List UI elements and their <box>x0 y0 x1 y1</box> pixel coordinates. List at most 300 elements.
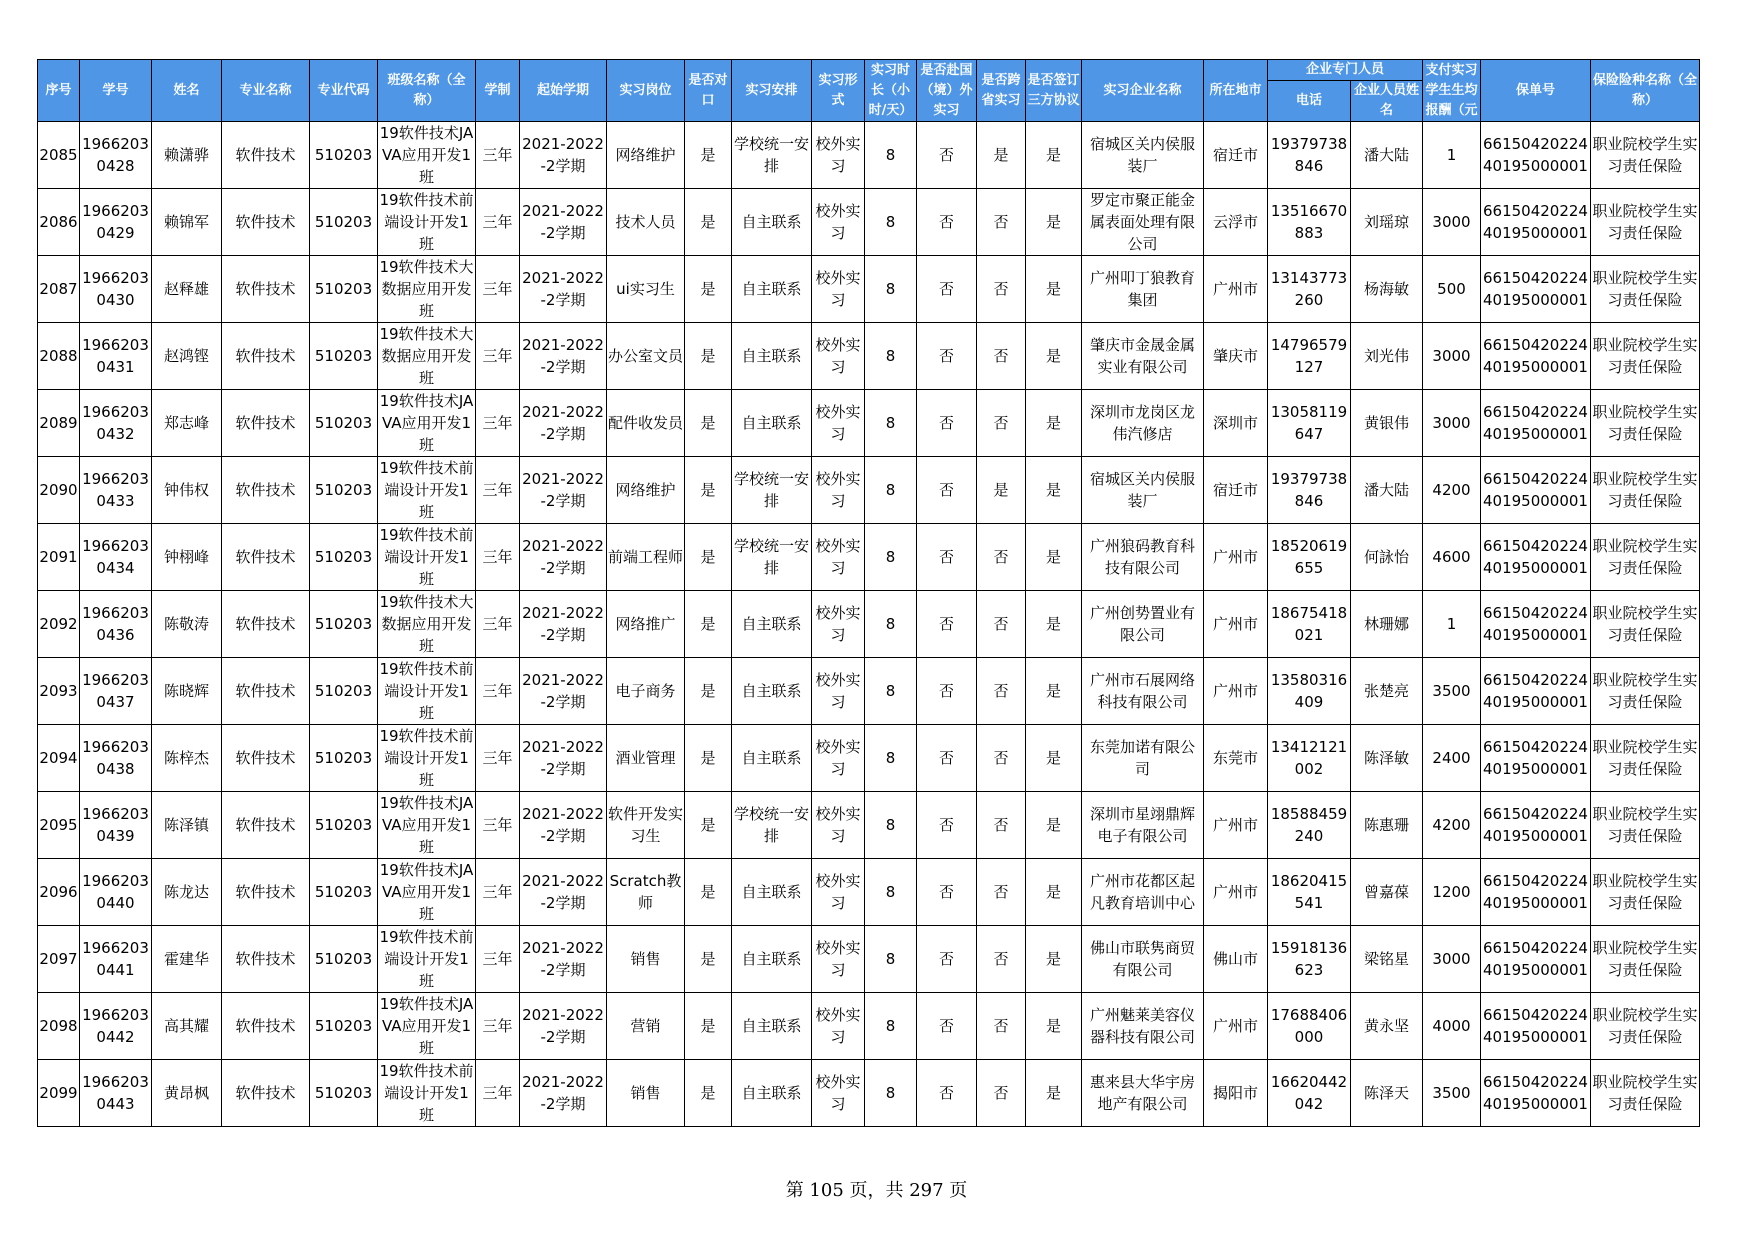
cell-arrangement: 自主联系 <box>732 658 812 725</box>
cell-post: 配件收发员 <box>607 390 685 457</box>
cell-duration: 三年 <box>476 457 520 524</box>
cell-name: 钟栩峰 <box>152 524 222 591</box>
cell-arrangement: 自主联系 <box>732 323 812 390</box>
cell-city: 宿迁市 <box>1204 122 1268 189</box>
cell-abroad: 否 <box>917 1060 977 1127</box>
header-name: 姓名 <box>152 60 222 122</box>
cell-student-id: 19662030438 <box>80 725 152 792</box>
cell-insurance: 职业院校学生实习责任保险 <box>1591 725 1700 792</box>
cell-post: 办公室文员 <box>607 323 685 390</box>
table-row <box>38 792 1700 859</box>
cell-duration: 三年 <box>476 725 520 792</box>
cell-seq: 2088 <box>38 323 80 390</box>
cell-student-id: 19662030429 <box>80 189 152 256</box>
cell-duration: 三年 <box>476 993 520 1060</box>
cell-major-code: 510203 <box>310 256 378 323</box>
cell-abroad: 否 <box>917 256 977 323</box>
cell-duration: 三年 <box>476 591 520 658</box>
header-matched: 是否对口 <box>685 60 732 122</box>
cell-insurance: 职业院校学生实习责任保险 <box>1591 993 1700 1060</box>
table-row <box>38 993 1700 1060</box>
cell-phone: 14796579127 <box>1268 323 1351 390</box>
table-row <box>38 457 1700 524</box>
cell-duration: 三年 <box>476 323 520 390</box>
cell-company: 广州市花都区起凡教育培训中心 <box>1082 859 1204 926</box>
cell-form: 校外实习 <box>812 390 865 457</box>
cell-city: 云浮市 <box>1204 189 1268 256</box>
cell-form: 校外实习 <box>812 323 865 390</box>
table-row <box>38 524 1700 591</box>
cell-post: 软件开发实习生 <box>607 792 685 859</box>
cell-major-code: 510203 <box>310 591 378 658</box>
cell-matched: 是 <box>685 323 732 390</box>
cell-matched: 是 <box>685 189 732 256</box>
cell-tripartite: 是 <box>1026 323 1082 390</box>
cell-cross-province: 否 <box>977 859 1026 926</box>
header-city: 所在地市 <box>1204 60 1268 122</box>
cell-insurance: 职业院校学生实习责任保险 <box>1591 256 1700 323</box>
cell-arrangement: 自主联系 <box>732 256 812 323</box>
cell-insurance: 职业院校学生实习责任保险 <box>1591 926 1700 993</box>
cell-policy-no: 6615042022440195000001 <box>1481 591 1591 658</box>
cell-student-id: 19662030441 <box>80 926 152 993</box>
cell-contact-name: 林珊娜 <box>1351 591 1423 658</box>
cell-hours: 8 <box>865 658 917 725</box>
cell-major: 软件技术 <box>222 591 310 658</box>
cell-city: 广州市 <box>1204 859 1268 926</box>
cell-name: 陈敬涛 <box>152 591 222 658</box>
cell-tripartite: 是 <box>1026 122 1082 189</box>
header-pay: 支付实习学生生均报酬（元 <box>1423 60 1481 122</box>
header-row-top <box>38 60 1700 81</box>
cell-city: 广州市 <box>1204 658 1268 725</box>
cell-hours: 8 <box>865 1060 917 1127</box>
cell-abroad: 否 <box>917 859 977 926</box>
cell-city: 肇庆市 <box>1204 323 1268 390</box>
cell-matched: 是 <box>685 725 732 792</box>
cell-hours: 8 <box>865 189 917 256</box>
cell-form: 校外实习 <box>812 926 865 993</box>
cell-seq: 2086 <box>38 189 80 256</box>
cell-city: 宿迁市 <box>1204 457 1268 524</box>
cell-insurance: 职业院校学生实习责任保险 <box>1591 457 1700 524</box>
cell-hours: 8 <box>865 993 917 1060</box>
cell-pay: 4200 <box>1423 457 1481 524</box>
cell-tripartite: 是 <box>1026 658 1082 725</box>
header-post: 实习岗位 <box>607 60 685 122</box>
cell-post: Scratch教师 <box>607 859 685 926</box>
cell-phone: 18620415541 <box>1268 859 1351 926</box>
header-duration: 学制 <box>476 60 520 122</box>
cell-student-id: 19662030442 <box>80 993 152 1060</box>
cell-policy-no: 6615042022440195000001 <box>1481 524 1591 591</box>
cell-city: 东莞市 <box>1204 725 1268 792</box>
cell-post: 网络维护 <box>607 457 685 524</box>
cell-arrangement: 自主联系 <box>732 591 812 658</box>
cell-start-term: 2021-2022-2学期 <box>520 457 607 524</box>
cell-name: 赵鸿铿 <box>152 323 222 390</box>
cell-contact-name: 何詠怡 <box>1351 524 1423 591</box>
cell-matched: 是 <box>685 658 732 725</box>
cell-start-term: 2021-2022-2学期 <box>520 524 607 591</box>
cell-city: 深圳市 <box>1204 390 1268 457</box>
cell-duration: 三年 <box>476 658 520 725</box>
cell-cross-province: 否 <box>977 658 1026 725</box>
cell-matched: 是 <box>685 1060 732 1127</box>
cell-seq: 2089 <box>38 390 80 457</box>
cell-arrangement: 自主联系 <box>732 189 812 256</box>
cell-pay: 1 <box>1423 122 1481 189</box>
cell-student-id: 19662030431 <box>80 323 152 390</box>
cell-student-id: 19662030439 <box>80 792 152 859</box>
cell-major: 软件技术 <box>222 926 310 993</box>
table-row <box>38 256 1700 323</box>
cell-contact-name: 潘大陆 <box>1351 457 1423 524</box>
cell-tripartite: 是 <box>1026 859 1082 926</box>
cell-form: 校外实习 <box>812 189 865 256</box>
cell-form: 校外实习 <box>812 457 865 524</box>
cell-major-code: 510203 <box>310 1060 378 1127</box>
internship-table <box>37 59 1700 1127</box>
cell-cross-province: 否 <box>977 792 1026 859</box>
cell-class-name: 19软件技术前端设计开发1班 <box>378 524 476 591</box>
header-cross-province: 是否跨省实习 <box>977 60 1026 122</box>
header-seq: 序号 <box>38 60 80 122</box>
cell-hours: 8 <box>865 859 917 926</box>
cell-policy-no: 6615042022440195000001 <box>1481 390 1591 457</box>
cell-policy-no: 6615042022440195000001 <box>1481 122 1591 189</box>
cell-start-term: 2021-2022-2学期 <box>520 256 607 323</box>
header-contact-name: 企业人员姓名 <box>1351 81 1423 122</box>
header-start-term: 起始学期 <box>520 60 607 122</box>
cell-major: 软件技术 <box>222 993 310 1060</box>
cell-phone: 16620442042 <box>1268 1060 1351 1127</box>
cell-policy-no: 6615042022440195000001 <box>1481 189 1591 256</box>
cell-start-term: 2021-2022-2学期 <box>520 792 607 859</box>
table-row <box>38 725 1700 792</box>
cell-phone: 19379738846 <box>1268 457 1351 524</box>
cell-hours: 8 <box>865 591 917 658</box>
header-student-id: 学号 <box>80 60 152 122</box>
cell-name: 高其耀 <box>152 993 222 1060</box>
cell-phone: 18588459240 <box>1268 792 1351 859</box>
cell-duration: 三年 <box>476 1060 520 1127</box>
cell-start-term: 2021-2022-2学期 <box>520 926 607 993</box>
cell-major-code: 510203 <box>310 658 378 725</box>
header-class-name: 班级名称（全称） <box>378 60 476 122</box>
cell-student-id: 19662030434 <box>80 524 152 591</box>
header-arrangement: 实习安排 <box>732 60 812 122</box>
cell-pay: 500 <box>1423 256 1481 323</box>
cell-pay: 3000 <box>1423 390 1481 457</box>
cell-class-name: 19软件技术前端设计开发1班 <box>378 1060 476 1127</box>
table-row <box>38 658 1700 725</box>
cell-class-name: 19软件技术JAVA应用开发1班 <box>378 122 476 189</box>
header-abroad: 是否赴国（境）外实习 <box>917 60 977 122</box>
cell-city: 佛山市 <box>1204 926 1268 993</box>
cell-major-code: 510203 <box>310 390 378 457</box>
cell-major-code: 510203 <box>310 189 378 256</box>
cell-city: 广州市 <box>1204 591 1268 658</box>
cell-abroad: 否 <box>917 457 977 524</box>
cell-cross-province: 是 <box>977 122 1026 189</box>
cell-company: 罗定市聚正能金属表面处理有限公司 <box>1082 189 1204 256</box>
cell-form: 校外实习 <box>812 122 865 189</box>
cell-name: 赖潇骅 <box>152 122 222 189</box>
cell-company: 广州市石展网络科技有限公司 <box>1082 658 1204 725</box>
cell-post: 前端工程师 <box>607 524 685 591</box>
cell-matched: 是 <box>685 792 732 859</box>
cell-seq: 2093 <box>38 658 80 725</box>
cell-duration: 三年 <box>476 859 520 926</box>
cell-major: 软件技术 <box>222 323 310 390</box>
cell-tripartite: 是 <box>1026 792 1082 859</box>
cell-abroad: 否 <box>917 122 977 189</box>
cell-pay: 4200 <box>1423 792 1481 859</box>
cell-arrangement: 自主联系 <box>732 926 812 993</box>
cell-city: 揭阳市 <box>1204 1060 1268 1127</box>
header-major: 专业名称 <box>222 60 310 122</box>
cell-major-code: 510203 <box>310 457 378 524</box>
cell-hours: 8 <box>865 256 917 323</box>
cell-pay: 3000 <box>1423 926 1481 993</box>
cell-cross-province: 否 <box>977 323 1026 390</box>
cell-name: 郑志峰 <box>152 390 222 457</box>
cell-matched: 是 <box>685 457 732 524</box>
cell-major: 软件技术 <box>222 792 310 859</box>
cell-cross-province: 否 <box>977 993 1026 1060</box>
page-footer: 第 105 页，共 297 页 <box>785 1180 968 1201</box>
cell-cross-province: 否 <box>977 189 1026 256</box>
cell-duration: 三年 <box>476 792 520 859</box>
cell-abroad: 否 <box>917 926 977 993</box>
cell-company: 广州创势置业有限公司 <box>1082 591 1204 658</box>
header-policy-no: 保单号 <box>1481 60 1591 122</box>
cell-start-term: 2021-2022-2学期 <box>520 122 607 189</box>
cell-contact-name: 刘瑶琼 <box>1351 189 1423 256</box>
cell-contact-name: 陈泽天 <box>1351 1060 1423 1127</box>
cell-tripartite: 是 <box>1026 457 1082 524</box>
cell-insurance: 职业院校学生实习责任保险 <box>1591 390 1700 457</box>
cell-seq: 2099 <box>38 1060 80 1127</box>
cell-abroad: 否 <box>917 658 977 725</box>
cell-arrangement: 自主联系 <box>732 390 812 457</box>
cell-name: 陈龙达 <box>152 859 222 926</box>
cell-matched: 是 <box>685 591 732 658</box>
cell-abroad: 否 <box>917 591 977 658</box>
cell-phone: 13058119647 <box>1268 390 1351 457</box>
cell-cross-province: 否 <box>977 926 1026 993</box>
cell-tripartite: 是 <box>1026 189 1082 256</box>
cell-major: 软件技术 <box>222 189 310 256</box>
cell-name: 陈泽镇 <box>152 792 222 859</box>
cell-arrangement: 学校统一安排 <box>732 122 812 189</box>
cell-arrangement: 自主联系 <box>732 993 812 1060</box>
cell-pay: 2400 <box>1423 725 1481 792</box>
cell-form: 校外实习 <box>812 658 865 725</box>
cell-phone: 17688406000 <box>1268 993 1351 1060</box>
cell-company: 东莞加诺有限公司 <box>1082 725 1204 792</box>
cell-pay: 3500 <box>1423 1060 1481 1127</box>
cell-contact-name: 刘光伟 <box>1351 323 1423 390</box>
cell-duration: 三年 <box>476 189 520 256</box>
cell-arrangement: 自主联系 <box>732 859 812 926</box>
cell-form: 校外实习 <box>812 1060 865 1127</box>
cell-class-name: 19软件技术前端设计开发1班 <box>378 725 476 792</box>
cell-city: 广州市 <box>1204 792 1268 859</box>
cell-start-term: 2021-2022-2学期 <box>520 390 607 457</box>
cell-hours: 8 <box>865 122 917 189</box>
cell-arrangement: 学校统一安排 <box>732 457 812 524</box>
cell-start-term: 2021-2022-2学期 <box>520 993 607 1060</box>
cell-abroad: 否 <box>917 390 977 457</box>
cell-tripartite: 是 <box>1026 926 1082 993</box>
cell-insurance: 职业院校学生实习责任保险 <box>1591 122 1700 189</box>
cell-hours: 8 <box>865 323 917 390</box>
cell-tripartite: 是 <box>1026 390 1082 457</box>
cell-major-code: 510203 <box>310 993 378 1060</box>
cell-post: 酒业管理 <box>607 725 685 792</box>
cell-seq: 2090 <box>38 457 80 524</box>
cell-insurance: 职业院校学生实习责任保险 <box>1591 859 1700 926</box>
cell-start-term: 2021-2022-2学期 <box>520 1060 607 1127</box>
cell-contact-name: 杨海敏 <box>1351 256 1423 323</box>
cell-city: 广州市 <box>1204 524 1268 591</box>
cell-form: 校外实习 <box>812 256 865 323</box>
cell-policy-no: 6615042022440195000001 <box>1481 256 1591 323</box>
cell-company: 广州狼码教育科技有限公司 <box>1082 524 1204 591</box>
cell-post: 电子商务 <box>607 658 685 725</box>
cell-insurance: 职业院校学生实习责任保险 <box>1591 591 1700 658</box>
header-company: 实习企业名称 <box>1082 60 1204 122</box>
cell-insurance: 职业院校学生实习责任保险 <box>1591 792 1700 859</box>
cell-arrangement: 学校统一安排 <box>732 792 812 859</box>
cell-contact-name: 黄永坚 <box>1351 993 1423 1060</box>
cell-cross-province: 是 <box>977 457 1026 524</box>
cell-company: 广州魅莱美容仪器科技有限公司 <box>1082 993 1204 1060</box>
cell-abroad: 否 <box>917 323 977 390</box>
cell-seq: 2092 <box>38 591 80 658</box>
cell-student-id: 19662030428 <box>80 122 152 189</box>
cell-major-code: 510203 <box>310 926 378 993</box>
cell-contact-name: 张楚亮 <box>1351 658 1423 725</box>
cell-seq: 2096 <box>38 859 80 926</box>
cell-major-code: 510203 <box>310 323 378 390</box>
cell-pay: 3500 <box>1423 658 1481 725</box>
cell-start-term: 2021-2022-2学期 <box>520 323 607 390</box>
cell-major: 软件技术 <box>222 122 310 189</box>
cell-pay: 1200 <box>1423 859 1481 926</box>
cell-phone: 13143773260 <box>1268 256 1351 323</box>
cell-post: 技术人员 <box>607 189 685 256</box>
cell-start-term: 2021-2022-2学期 <box>520 725 607 792</box>
cell-phone: 18675418021 <box>1268 591 1351 658</box>
cell-student-id: 19662030432 <box>80 390 152 457</box>
header-hours: 实习时长（小时/天） <box>865 60 917 122</box>
cell-major-code: 510203 <box>310 524 378 591</box>
cell-name: 赖锦军 <box>152 189 222 256</box>
cell-cross-province: 否 <box>977 390 1026 457</box>
cell-cross-province: 否 <box>977 591 1026 658</box>
cell-start-term: 2021-2022-2学期 <box>520 591 607 658</box>
cell-contact-name: 潘大陆 <box>1351 122 1423 189</box>
table-row <box>38 189 1700 256</box>
cell-major-code: 510203 <box>310 725 378 792</box>
cell-post: 营销 <box>607 993 685 1060</box>
cell-company: 广州叩丁狼教育集团 <box>1082 256 1204 323</box>
table-row <box>38 926 1700 993</box>
cell-phone: 19379738846 <box>1268 122 1351 189</box>
cell-company: 深圳市星翊鼎辉电子有限公司 <box>1082 792 1204 859</box>
cell-class-name: 19软件技术前端设计开发1班 <box>378 457 476 524</box>
cell-contact-name: 陈惠珊 <box>1351 792 1423 859</box>
cell-tripartite: 是 <box>1026 591 1082 658</box>
cell-hours: 8 <box>865 524 917 591</box>
cell-seq: 2087 <box>38 256 80 323</box>
cell-tripartite: 是 <box>1026 1060 1082 1127</box>
cell-duration: 三年 <box>476 256 520 323</box>
cell-company: 深圳市龙岗区龙伟汽修店 <box>1082 390 1204 457</box>
cell-pay: 4000 <box>1423 993 1481 1060</box>
header-contact-group: 企业专门人员 <box>1268 60 1423 81</box>
table-row <box>38 1060 1700 1127</box>
cell-matched: 是 <box>685 122 732 189</box>
table-body <box>38 122 1700 1127</box>
cell-company: 肇庆市金晟金属实业有限公司 <box>1082 323 1204 390</box>
cell-company: 惠来县大华宇房地产有限公司 <box>1082 1060 1204 1127</box>
cell-policy-no: 6615042022440195000001 <box>1481 457 1591 524</box>
cell-name: 赵释雄 <box>152 256 222 323</box>
cell-duration: 三年 <box>476 524 520 591</box>
cell-name: 钟伟权 <box>152 457 222 524</box>
cell-city: 广州市 <box>1204 993 1268 1060</box>
cell-name: 陈梓杰 <box>152 725 222 792</box>
cell-major: 软件技术 <box>222 457 310 524</box>
cell-insurance: 职业院校学生实习责任保险 <box>1591 1060 1700 1127</box>
header-major-code: 专业代码 <box>310 60 378 122</box>
cell-form: 校外实习 <box>812 591 865 658</box>
cell-matched: 是 <box>685 256 732 323</box>
cell-name: 黄昂枫 <box>152 1060 222 1127</box>
table-row <box>38 591 1700 658</box>
cell-arrangement: 学校统一安排 <box>732 524 812 591</box>
cell-start-term: 2021-2022-2学期 <box>520 189 607 256</box>
cell-contact-name: 梁铭星 <box>1351 926 1423 993</box>
cell-cross-province: 否 <box>977 256 1026 323</box>
cell-tripartite: 是 <box>1026 256 1082 323</box>
cell-major-code: 510203 <box>310 122 378 189</box>
cell-pay: 3000 <box>1423 323 1481 390</box>
cell-contact-name: 陈泽敏 <box>1351 725 1423 792</box>
cell-major: 软件技术 <box>222 859 310 926</box>
cell-policy-no: 6615042022440195000001 <box>1481 725 1591 792</box>
cell-hours: 8 <box>865 390 917 457</box>
cell-phone: 13516670883 <box>1268 189 1351 256</box>
cell-policy-no: 6615042022440195000001 <box>1481 1060 1591 1127</box>
cell-arrangement: 自主联系 <box>732 1060 812 1127</box>
cell-class-name: 19软件技术大数据应用开发班 <box>378 256 476 323</box>
cell-major: 软件技术 <box>222 725 310 792</box>
cell-seq: 2095 <box>38 792 80 859</box>
cell-major: 软件技术 <box>222 390 310 457</box>
cell-policy-no: 6615042022440195000001 <box>1481 926 1591 993</box>
cell-seq: 2097 <box>38 926 80 993</box>
cell-name: 陈晓辉 <box>152 658 222 725</box>
cell-insurance: 职业院校学生实习责任保险 <box>1591 323 1700 390</box>
cell-contact-name: 黄银伟 <box>1351 390 1423 457</box>
cell-policy-no: 6615042022440195000001 <box>1481 792 1591 859</box>
cell-major: 软件技术 <box>222 524 310 591</box>
